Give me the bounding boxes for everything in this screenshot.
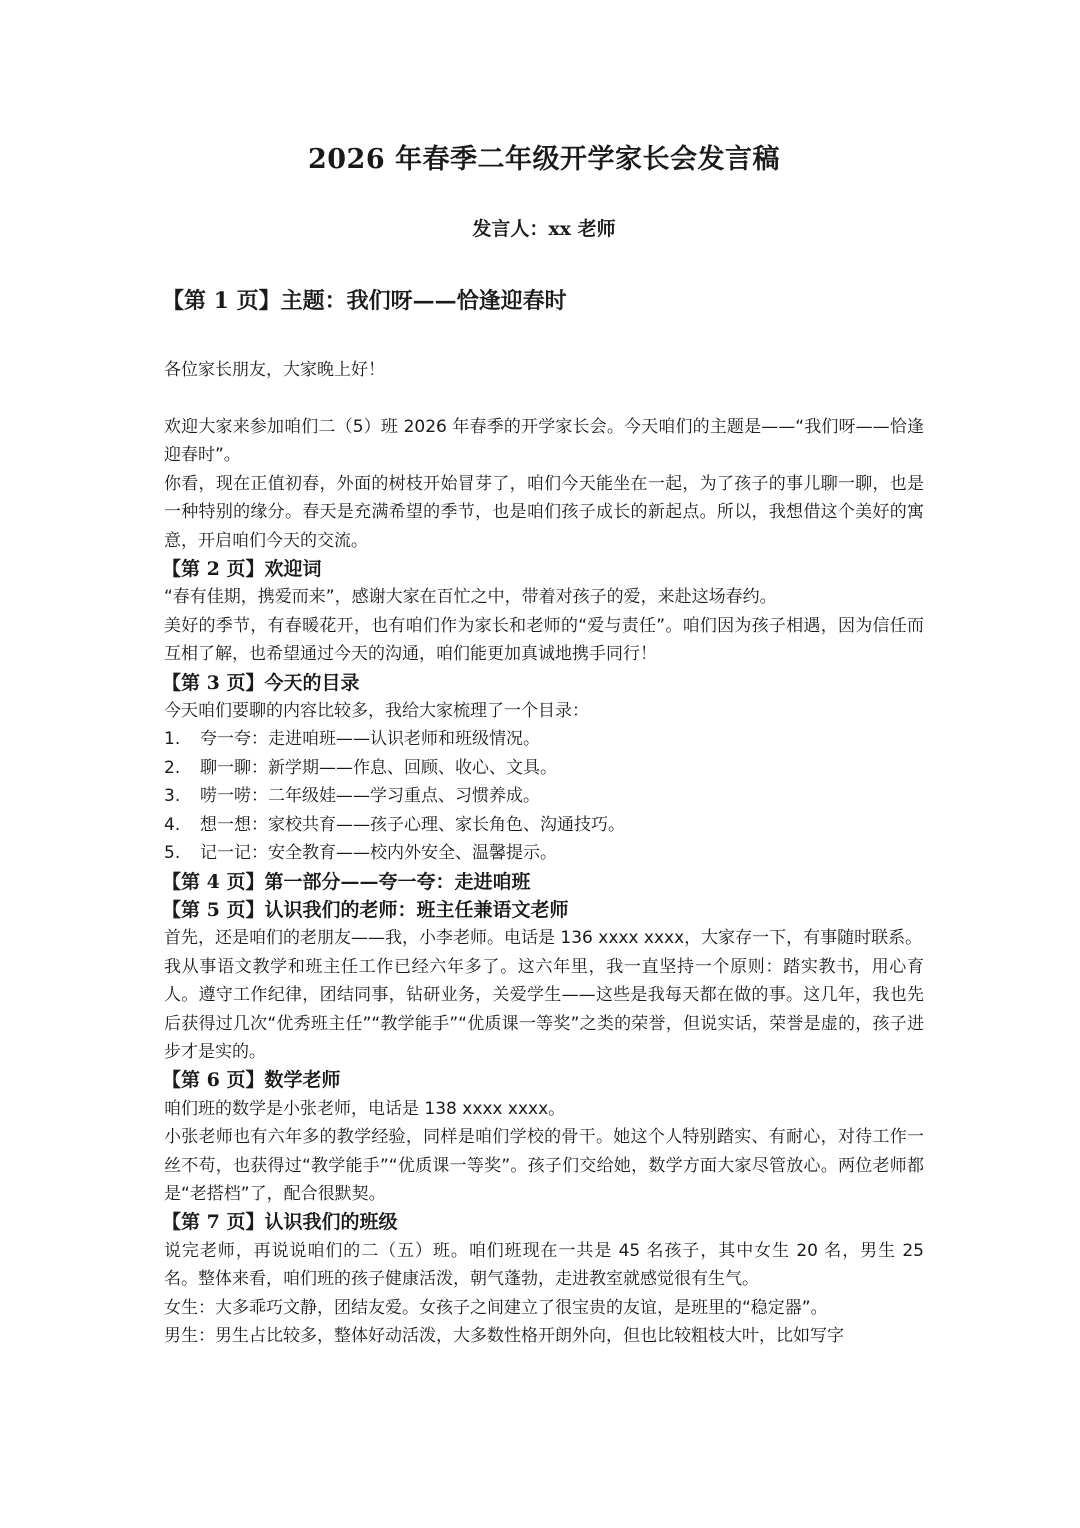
greeting: 各位家长朋友，大家晚上好！ xyxy=(164,360,385,380)
list-item xyxy=(164,725,924,753)
paragraph: 男生：男生占比较多，整体好动活泼，大多数性格开朗外向，但也比较粗枝大叶，比如写字 xyxy=(164,1326,844,1346)
paragraph: 我从事语文教学和班主任工作已经六年多了。这六年里，我一直坚持一个原则：踏实教书，用心育人。遵守工作纪律，团结同事，钻研业务，关爱学生——这些是我每天都在做的事。这几年，我也先后获得过几次“优秀班主任”“教学能手”“优质课一等奖”之类的荣誉，但说实话，荣誉是虚的，孩子进步才是实的。 xyxy=(164,956,924,1062)
list-number: 5. xyxy=(164,843,181,864)
list-item xyxy=(164,782,924,810)
document-title: 2026 年春季二年级开学家长会发言稿 xyxy=(307,144,781,175)
paragraph: 小张老师也有六年多的教学经验，同样是咱们学校的骨干。她这个人特别踏实、有耐心，对待工作一丝不苟，也获得过“教学能手”“优质课一等奖”。孩子们交给她，数学方面大家尽管放心。两位老师都是“老搭档”了，配合很默契。 xyxy=(164,1127,924,1204)
paragraph: 你看，现在正值初春，外面的树枝开始冒芽了，咱们今天能坐在一起，为了孩子的事儿聊一聊，也是一种特别的缘分。春天是充满希望的季节，也是咱们孩子成长的新起点。所以，我想借这个美好的寓意，开启咱们今天的交流。 xyxy=(164,473,924,551)
list-item xyxy=(164,754,924,782)
paragraph: 美好的季节，有春暖花开，也有咱们作为家长和老师的“爱与责任”。咱们因为孩子相遇，因为信任而互相了解，也希望通过今天的沟通，咱们能更加真诚地携手同行！ xyxy=(164,615,924,665)
paragraph: 首先，还是咱们的老朋友——我，小李老师。电话是 136 xxxx xxxx，大家存一下，有事随时联系。 xyxy=(164,928,923,949)
page5-heading: 【第 5 页】认识我们的老师：班主任兼语文老师 xyxy=(162,898,569,921)
page3-heading: 【第 3 页】今天的目录 xyxy=(162,671,360,694)
list-number: 1. xyxy=(164,729,181,750)
list-item xyxy=(164,839,924,867)
list-number: 4. xyxy=(164,814,181,835)
paragraph: 今天咱们要聊的内容比较多，我给大家梳理了一个目录： xyxy=(164,701,589,722)
page6-heading: 【第 6 页】数学老师 xyxy=(162,1069,341,1092)
paragraph: “春有佳期，携爱而来”，感谢大家在百忙之中，带着对孩子的爱，来赴这场春约。 xyxy=(164,587,777,608)
speaker-line: 发言人：xx 老师 xyxy=(472,218,616,240)
paragraph: 欢迎大家来参加咱们二（5）班 2026 年春季的开学家长会。今天咱们的主题是——“我们呀——恰逢迎春时”。 xyxy=(164,417,924,466)
list-number: 2. xyxy=(164,757,181,778)
page7-heading: 【第 7 页】认识我们的班级 xyxy=(162,1211,398,1234)
agenda-list xyxy=(164,725,924,867)
document-body xyxy=(164,413,924,1350)
page4-heading: 【第 4 页】第一部分——夸一夸：走进咱班 xyxy=(162,870,531,893)
page1-heading: 【第 1 页】主题：我们呀——恰逢迎春时 xyxy=(162,288,567,314)
page2-heading: 【第 2 页】欢迎词 xyxy=(162,558,322,581)
list-number: 3. xyxy=(164,786,181,807)
list-text: 唠一唠：二年级娃——学习重点、习惯养成。 xyxy=(200,786,540,807)
paragraph: 女生：大多乖巧文静，团结友爱。女孩子之间建立了很宝贵的友谊，是班里的“稳定器”。 xyxy=(164,1297,828,1318)
paragraph: 咱们班的数学是小张老师，电话是 138 xxxx xxxx。 xyxy=(164,1098,566,1119)
list-text: 想一想：家校共育——孩子心理、家长角色、沟通技巧。 xyxy=(200,814,625,835)
list-item xyxy=(164,811,924,839)
list-text: 聊一聊：新学期——作息、回顾、收心、文具。 xyxy=(200,757,557,778)
paragraph: 说完老师，再说说咱们的二（五）班。咱们班现在一共是 45 名孩子，其中女生 20 名，男生 25 名。整体来看，咱们班的孩子健康活泼，朝气蓬勃，走进教室就感觉很有生气。 xyxy=(164,1240,924,1290)
list-text: 记一记：安全教育——校内外安全、温馨提示。 xyxy=(200,843,557,864)
list-text: 夸一夸：走进咱班——认识老师和班级情况。 xyxy=(200,729,540,750)
